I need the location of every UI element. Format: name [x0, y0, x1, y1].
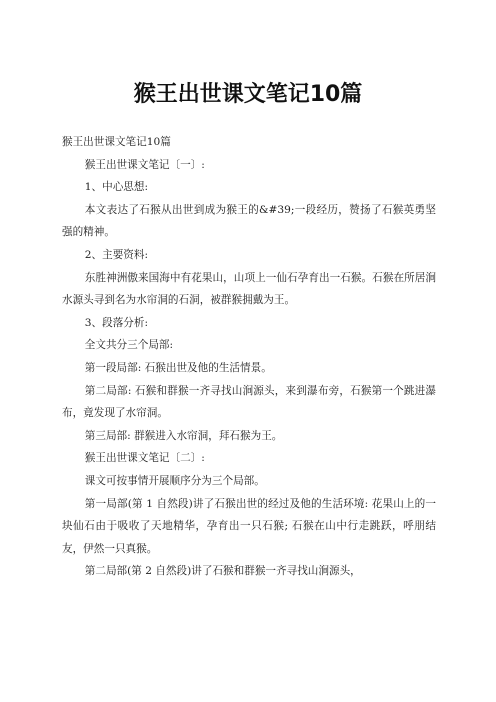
- paragraph: 3、段落分析:: [84, 316, 149, 329]
- document-title: 猴王出世课文笔记10篇: [133, 82, 363, 107]
- paragraph: 课文可按事情开展顺序分为三个局部。: [84, 474, 265, 487]
- paragraph: 猴王出世课文笔记10篇: [62, 136, 171, 148]
- paragraph: 猴王出世课文笔记〔二〕:: [84, 452, 205, 465]
- paragraph: 1、中心思想:: [84, 181, 149, 194]
- document-body: [62, 131, 436, 583]
- paragraph: 2、主要资料:: [84, 248, 149, 261]
- paragraph: 第三局部: 群猴进入水帘洞，拜石猴为王。: [84, 429, 283, 442]
- paragraph: 猴王出世课文笔记〔一〕:: [84, 158, 205, 171]
- paragraph: 全文共分三个局部:: [84, 339, 174, 352]
- paragraph: 第一局部(第 1 自然段)讲了石猴出世的经过及他的生活环境: 花果山上的一块仙石由于吸收了天地精华，孕育出一只石猴; 石猴在山中行走跳跃，呼朋结友，伊然一只真猴。: [62, 497, 436, 555]
- paragraph: 第二局部: 石猴和群猴一齐寻找山涧源头，来到瀑布旁，石猴第一个跳进瀑布，竟发现了水帘洞。: [62, 384, 436, 420]
- paragraph: 第一段局部: 石猴出世及他的生活情景。: [84, 361, 272, 374]
- paragraph: 本文表达了石猴从出世到成为猴王的&#39;一段经历，赞扬了石猴英勇坚强的精神。: [62, 203, 436, 239]
- paragraph: 第二局部(第 2 自然段)讲了石猴和群猴一齐寻找山涧源头，: [84, 565, 361, 578]
- paragraph: 东胜神洲傲来国海中有花果山，山项上一仙石孕育出一石猴。石猴在所居涧水源头寻到名为水帘洞的石洞，被群猴拥戴为王。: [62, 271, 436, 307]
